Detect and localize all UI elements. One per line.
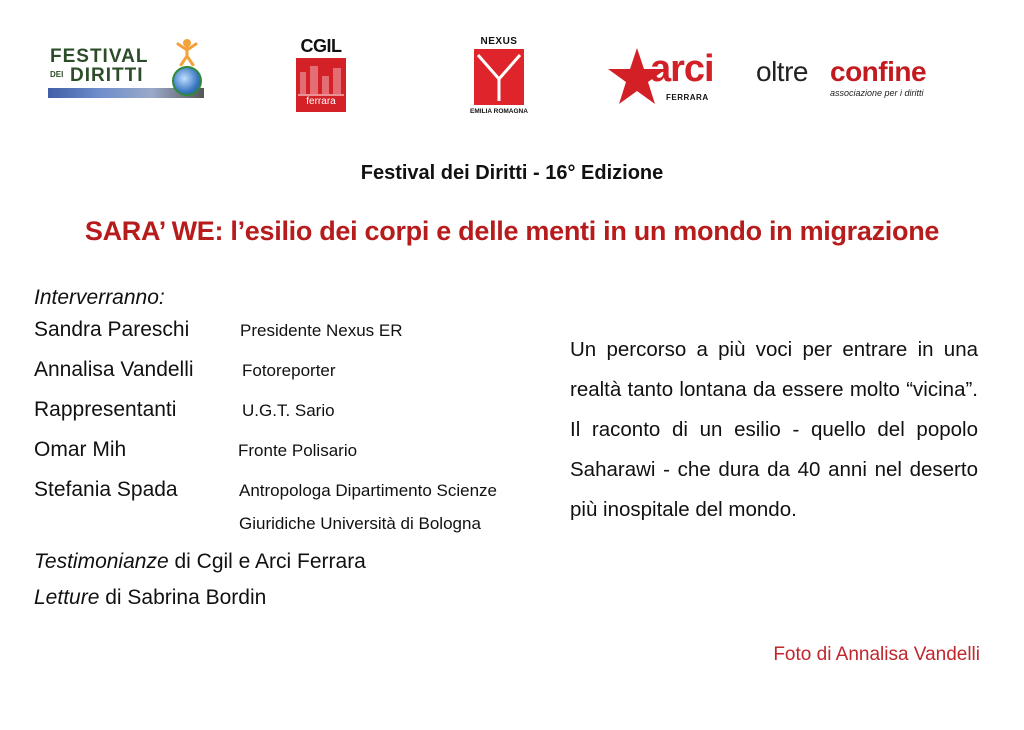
oltreconfine-logo-part2: confine — [830, 56, 927, 87]
event-title: SARA’ WE: l’esilio dei corpi e delle menti in un mondo in migrazione — [84, 216, 940, 246]
nexus-logo-block — [474, 49, 524, 105]
speaker-role: Antropologa Dipartimento Scienze — [239, 481, 497, 500]
speaker-row — [34, 358, 554, 398]
testimonianze-label: Testimonianze — [34, 550, 169, 573]
speaker-name: Stefania Spada — [34, 478, 178, 501]
oltreconfine-logo — [756, 56, 966, 102]
arci-logo-name: arci — [650, 48, 714, 90]
letture-label: Letture — [34, 586, 100, 609]
nexus-logo-name: NEXUS — [480, 36, 518, 47]
cgil-logo-city: ferrara — [306, 96, 336, 107]
arci-logo — [606, 46, 714, 110]
speaker-row — [34, 438, 554, 478]
speaker-row — [34, 318, 554, 358]
oltreconfine-logo-part1: oltre — [756, 56, 808, 87]
speaker-role: Fronte Polisario — [238, 441, 358, 460]
arci-logo-city: FERRARA — [666, 93, 709, 102]
cgil-logo-name: CGIL — [300, 36, 342, 56]
oltreconfine-logo-tagline: associazione per i diritti — [830, 88, 924, 98]
letture-line — [34, 586, 554, 622]
nexus-logo — [468, 36, 530, 116]
speaker-name: Sandra Pareschi — [34, 318, 190, 341]
speaker-role: Fotoreporter — [242, 361, 336, 380]
sponsor-logos — [0, 32, 1024, 122]
speaker-role-continued: Giuridiche Università di Bologna — [239, 514, 481, 533]
speaker-row — [34, 478, 554, 518]
speaker-row — [34, 398, 554, 438]
speaker-role: Presidente Nexus ER — [240, 321, 403, 340]
speakers-intro: Interverranno: — [34, 286, 165, 309]
event-subtitle: Festival dei Diritti - 16° Edizione — [360, 162, 664, 184]
festival-logo-line3: DIRITTI — [70, 65, 144, 86]
speaker-name: Rappresentanti — [34, 398, 177, 421]
speaker-name: Omar Mih — [34, 438, 127, 461]
testimonianze-text: di Cgil e Arci Ferrara — [168, 550, 366, 573]
event-description: Un percorso a più voci per entrare in una realtà tanto lontana da essere molto “vicina”. Il raconto di un esilio - quello del popolo Saharawi - che dura da 40 anni nel deserto più inospitale del mondo. — [570, 338, 978, 521]
festival-logo-line1: FESTIVAL — [50, 46, 149, 67]
photo-credit: Foto di Annalisa Vandelli — [773, 644, 980, 665]
person-figure-icon — [172, 38, 202, 66]
letture-text: di Sabrina Bordin — [99, 586, 267, 609]
globe-icon — [172, 66, 202, 96]
nexus-y-icon — [474, 49, 524, 105]
testimonianze-line — [34, 550, 554, 586]
cgil-logo — [292, 36, 350, 114]
festival-dei-diritti-logo — [44, 42, 209, 102]
speaker-role: U.G.T. Sario — [242, 401, 335, 420]
festival-logo-line2: DEI — [50, 70, 64, 79]
speaker-row-continued — [34, 514, 554, 550]
speaker-name: Annalisa Vandelli — [34, 358, 194, 381]
speakers-section — [34, 286, 554, 622]
nexus-logo-region: EMILIA ROMAGNA — [470, 108, 528, 115]
